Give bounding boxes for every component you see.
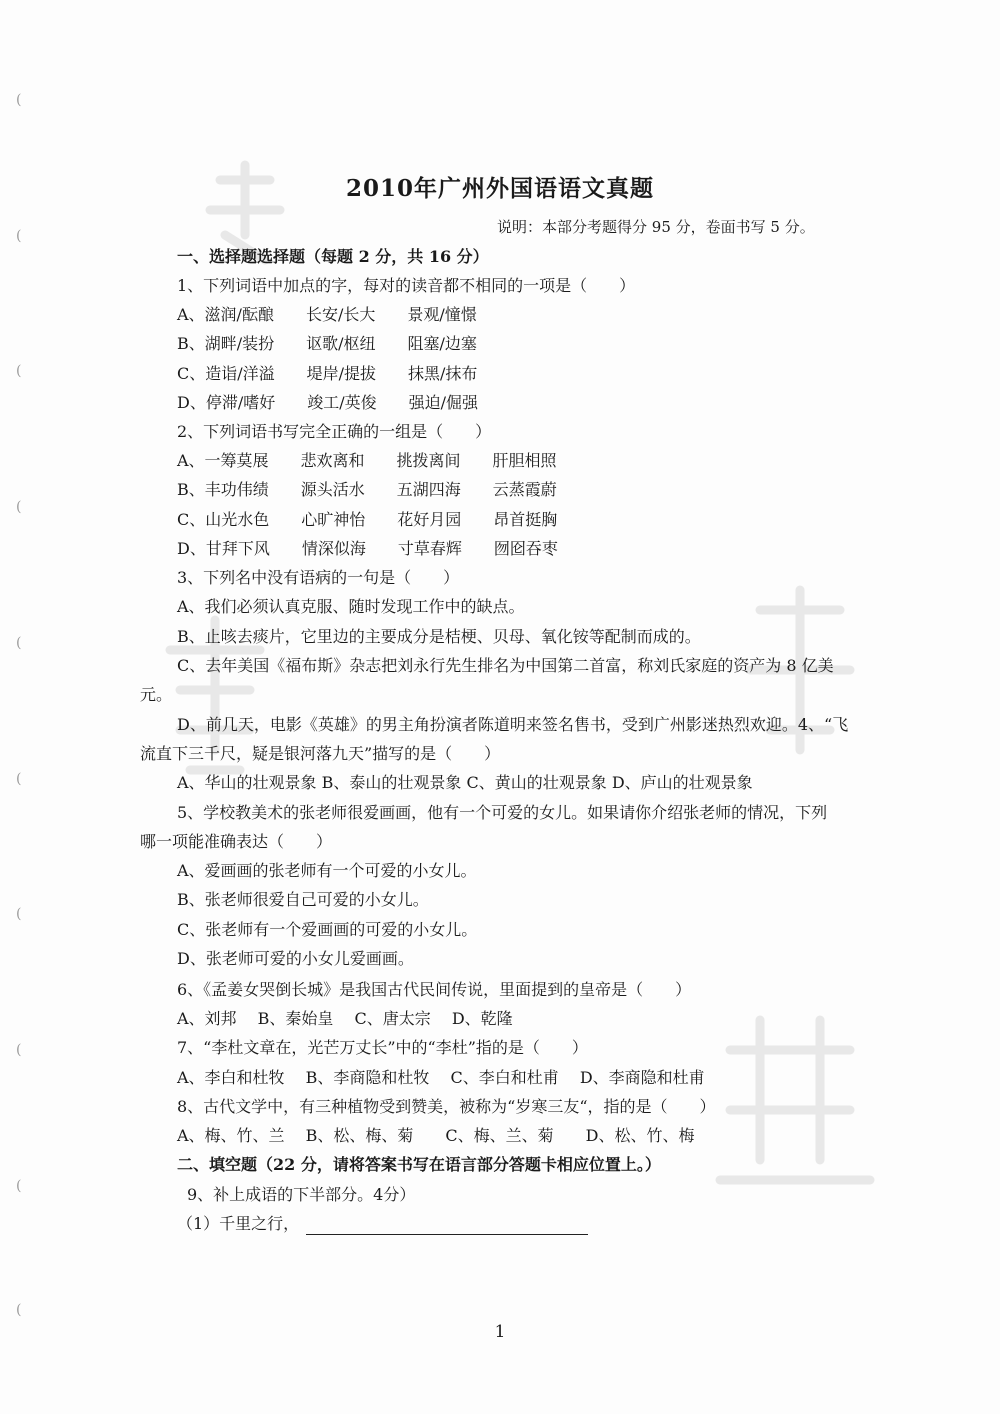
question-1-option-c: C、造诣/洋溢 堤岸/提拔 抹黑/抹布 — [177, 364, 478, 383]
question-8-stem: 8、古代文学中，有三种植物受到赞美，被称为“岁寒三友“，指的是（ ） — [177, 1097, 716, 1116]
binding-mark: ( — [16, 1178, 22, 1194]
question-9-stem: 9、补上成语的下半部分。4分） — [187, 1185, 416, 1204]
question-3-option-c-cont: 元。 — [140, 685, 173, 704]
question-5-option-a: A、爱画画的张老师有一个可爱的小女儿。 — [177, 861, 477, 880]
question-4-stem: 流直下三千尺，疑是银河落九天”描写的是（ ） — [140, 744, 501, 763]
question-2-option-b: B、丰功伟绩 源头活水 五湖四海 云蒸霞蔚 — [177, 480, 557, 499]
question-4-options: A、华山的壮观景象 B、泰山的壮观景象 C、黄山的壮观景象 D、庐山的壮观景象 — [177, 773, 753, 792]
question-2-option-d: D、甘拜下风 情深似海 寸草春辉 囫囵吞枣 — [177, 539, 558, 558]
question-3-option-a: A、我们必须认真克服、随时发现工作中的缺点。 — [177, 597, 525, 616]
page-number: 1 — [494, 1322, 506, 1342]
binding-mark: ( — [16, 771, 22, 787]
question-2-stem: 2、下列词语书写完全正确的一组是（ ） — [177, 422, 492, 441]
question-1-option-b: B、湖畔/装扮 讴歌/枢纽 阻塞/边塞 — [177, 334, 477, 353]
question-5-option-c: C、张老师有一个爱画画的可爱的小女儿。 — [177, 920, 478, 939]
section-heading-choice: 一、选择题选择题（每题 2 分，共 16 分） — [177, 247, 489, 266]
question-2-option-c: C、山光水色 心旷神怡 花好月园 昂首挺胸 — [177, 510, 558, 529]
page-title: 2010年广州外国语语文真题 — [345, 175, 654, 202]
question-5-option-b: B、张老师很爱自己可爱的小女儿。 — [177, 890, 429, 909]
binding-mark: ( — [16, 363, 22, 379]
question-6-stem: 6、《孟姜女哭倒长城》是我国古代民间传说，里面提到的皇帝是（ ） — [177, 980, 692, 999]
question-1-option-a: A、滋润/酝酿 长安/长大 景观/憧憬 — [177, 305, 477, 324]
question-2-option-a: A、一筹莫展 悲欢离和 挑拨离间 肝胆相照 — [177, 451, 557, 470]
question-3-stem: 3、下列名中没有语病的一句是（ ） — [177, 568, 460, 587]
section-heading-fill-blank: 二、填空题（22 分，请将答案书写在语言部分答题卡相应位置上。） — [177, 1155, 661, 1174]
question-8-options: A、梅、竹、兰 B、松、梅、菊 C、梅、兰、菊 D、松、竹、梅 — [177, 1126, 695, 1145]
question-1-option-d: D、停滞/嗜好 竣工/英俊 强迫/倔强 — [177, 393, 479, 412]
question-3-option-c: C、去年美国《福布斯》杂志把刘永行先生排名为中国第二首富，称刘氏家庭的资产为 8 亿美 — [177, 656, 834, 675]
binding-mark: ( — [16, 228, 22, 244]
question-9-item-1: （1）千里之行， — [177, 1214, 300, 1233]
question-3-option-b: B、止咳去痰片，它里边的主要成分是桔梗、贝母、氧化铵等配制而成的。 — [177, 627, 701, 646]
question-5-stem: 5、学校教美术的张老师很爱画画，他有一个可爱的女儿。如果请你介绍张老师的情况，下列 — [177, 803, 828, 822]
binding-mark: ( — [16, 499, 22, 515]
question-7-options: A、李白和杜牧 B、李商隐和杜牧 C、李白和杜甫 D、李商隐和杜甫 — [177, 1068, 705, 1087]
binding-mark: ( — [16, 1302, 22, 1318]
exam-note: 说明：本部分考题得分 95 分，卷面书写 5 分。 — [497, 218, 815, 236]
binding-mark: ( — [16, 1042, 22, 1058]
question-5-option-d: D、张老师可爱的小女儿爱画画。 — [177, 949, 414, 968]
binding-mark: ( — [16, 635, 22, 651]
question-3-option-d: D、前几天，电影《英雄》的男主角扮演者陈道明来签名售书，受到广州影迷热烈欢迎。4、“飞 — [177, 715, 849, 734]
question-6-options: A、刘邦 B、秦始皇 C、唐太宗 D、乾隆 — [177, 1009, 513, 1028]
binding-mark: ( — [16, 92, 22, 108]
question-5-stem-cont: 哪一项能准确表达（ ） — [140, 832, 333, 851]
question-1-stem: 1、下列词语中加点的字，每对的读音都不相同的一项是（ ） — [177, 276, 636, 295]
answer-blank-line[interactable] — [306, 1234, 588, 1235]
question-7-stem: 7、“李杜文章在，光芒万丈长”中的“李杜”指的是（ ） — [177, 1038, 588, 1057]
binding-mark: ( — [16, 906, 22, 922]
